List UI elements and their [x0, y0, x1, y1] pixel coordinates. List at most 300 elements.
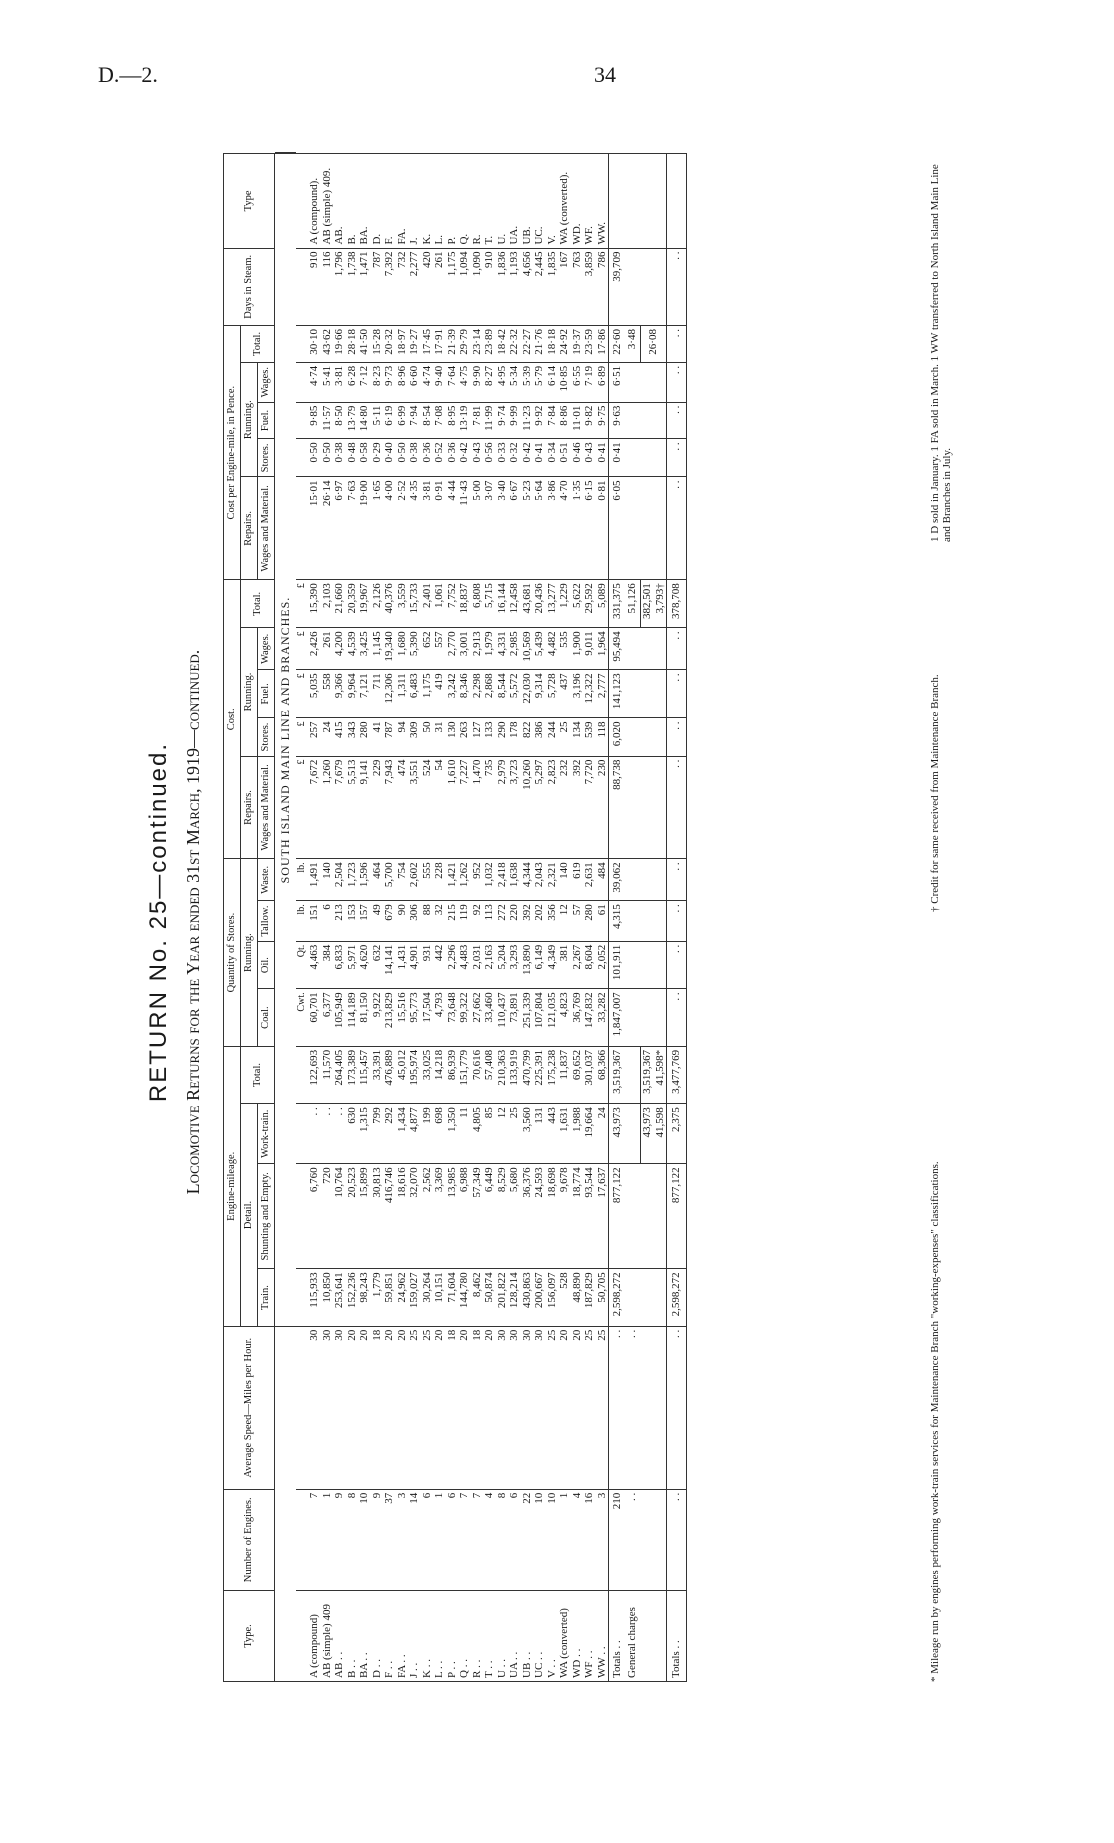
col-pence-stores: Stores. [258, 438, 275, 476]
cell-shunt [626, 1163, 641, 1268]
cell-waste: 4,344 [521, 858, 534, 900]
cell-wages: 4,200 [333, 627, 346, 669]
col-cost-per-mile: Cost per Engine-mile, in Pence. [224, 325, 241, 579]
col-stores-running: Running. [241, 858, 258, 1045]
cell-ptotal: 22·27 [521, 325, 534, 362]
cell-spd: 20 [396, 1326, 409, 1489]
cell-pwages: 6·28 [346, 362, 359, 402]
cell-rep: 7,227 [458, 756, 471, 859]
general-charges-row [626, 152, 641, 1681]
cell-ctotal: 20,359 [346, 579, 359, 627]
cell-wages [626, 627, 641, 669]
cell-work: 799 [371, 1103, 384, 1163]
cell-spd: 18 [371, 1326, 384, 1489]
cell-n: 3 [396, 1489, 409, 1590]
cell-pfuel: 9·99 [508, 402, 521, 439]
cell-rep [641, 756, 667, 859]
cell-pfuel: 9·75 [596, 402, 609, 439]
cell-n: 8 [346, 1489, 359, 1590]
cell-pfuel: . . [667, 402, 687, 439]
cell-rep: 230 [596, 756, 609, 859]
table-row [396, 152, 409, 1681]
cell-pstores: 0·51 [558, 438, 571, 476]
cell-pstores: 0·42 [458, 438, 471, 476]
section-title: SOUTH ISLAND MAIN LINE AND BRANCHES. [275, 153, 296, 1325]
cell-typeR: P. [446, 153, 459, 247]
cell-tallow: 61 [596, 900, 609, 940]
cell-oil: 4,620 [358, 941, 371, 989]
cell-pstores [626, 438, 641, 476]
cell-wages: 5,390 [408, 627, 421, 669]
final-totals-row [667, 152, 687, 1681]
cell-work: 1,350 [446, 1103, 459, 1163]
cell-prep: 3·07 [483, 477, 496, 580]
cell-typeR: L. [433, 153, 446, 247]
cell-ptotal: 18·18 [546, 325, 559, 362]
cell-prep: 19·00 [358, 477, 371, 580]
cell-pwages [641, 362, 667, 402]
cell-pwages: 5·79 [533, 362, 546, 402]
col-train: Train. [258, 1268, 275, 1325]
cell-fuel: 5,035 [308, 669, 321, 717]
cell-ctotal: 21,660 [333, 579, 346, 627]
cell-days: . . [667, 248, 687, 326]
cell-rep: 1,260 [321, 756, 334, 859]
cell-coal: 114,189 [346, 988, 359, 1045]
cell-coal: 33,460 [483, 988, 496, 1045]
cell-shunt: 57,349 [471, 1163, 484, 1268]
cell-days: 1,471 [358, 248, 371, 326]
cell-days: 763 [571, 248, 584, 326]
col-avg-speed: Average Speed—Miles per Hour. [224, 1326, 275, 1489]
cell-pstores: 0·50 [321, 438, 334, 476]
cell-days: 1,836 [496, 248, 509, 326]
cell-rep: 229 [371, 756, 384, 859]
cell-train: 115,933 [308, 1268, 321, 1325]
cell-n: 210 [609, 1489, 626, 1590]
cell-waste: 2,321 [546, 858, 559, 900]
col-quantity-stores: Quantity of Stores. [224, 858, 241, 1045]
cell-days: 910 [308, 248, 321, 326]
cell-pstores: . . [667, 438, 687, 476]
cell-train: 200,667 [533, 1268, 546, 1325]
cell-work: 43,973 [609, 1103, 626, 1163]
cell-pfuel: 7·94 [408, 402, 421, 439]
cell-type: WA (converted) [558, 1590, 571, 1681]
cell-pfuel: 11·23 [521, 402, 534, 439]
cell-shunt: 416,746 [383, 1163, 396, 1268]
cell-train: 1,779 [371, 1268, 384, 1325]
cell-prep: 1·35 [571, 477, 584, 580]
cell-ptotal: . . [667, 325, 687, 362]
cell-ptotal: 18·42 [496, 325, 509, 362]
cell-pstores: 0·32 [508, 438, 521, 476]
cell-waste: 5,700 [383, 858, 396, 900]
cell-work: 19,664 [583, 1103, 596, 1163]
cell-train: 156,097 [546, 1268, 559, 1325]
cell-waste: 484 [596, 858, 609, 900]
cell-rep: 9,141 [358, 756, 371, 859]
cell-work: 199 [421, 1103, 434, 1163]
cell-shunt: 6,449 [483, 1163, 496, 1268]
cell-typeR [667, 153, 687, 247]
cell-pfuel [641, 402, 667, 439]
cell-total [626, 1046, 641, 1103]
cell-ctotal: 51,126 [626, 579, 641, 627]
cell-work: 1,315 [358, 1103, 371, 1163]
cell-wages: 2,426 [308, 627, 321, 669]
cell-shunt: 17,637 [596, 1163, 609, 1268]
cell-shunt: 24,593 [533, 1163, 546, 1268]
cell-total: 3,477,769 [667, 1046, 687, 1103]
cell-shunt: 36,376 [521, 1163, 534, 1268]
col-type-right: Type [224, 153, 275, 247]
cell-shunt: 18,616 [396, 1163, 409, 1268]
cell-fuel: 5,728 [546, 669, 559, 717]
cell-spd: 25 [546, 1326, 559, 1489]
cell-stores: 50 [421, 717, 434, 755]
cell-work: 1,434 [396, 1103, 409, 1163]
cell-work: 4,805 [471, 1103, 484, 1163]
cell-pstores: 0·36 [446, 438, 459, 476]
unit-tallow: lb. [296, 900, 309, 940]
cell-wages: 1,964 [596, 627, 609, 669]
cell-total: 33,391 [371, 1046, 384, 1103]
cell-typeR: WW. [596, 153, 609, 247]
cell-fuel: 9,964 [346, 669, 359, 717]
cell-pfuel: 13·19 [458, 402, 471, 439]
cell-rep: 7,679 [333, 756, 346, 859]
cell-pwages: 7·64 [446, 362, 459, 402]
cell-typeR: BA. [358, 153, 371, 247]
cell-coal: 99,322 [458, 988, 471, 1045]
cell-n: 1 [433, 1489, 446, 1590]
cell-rep: 524 [421, 756, 434, 859]
cell-tallow: 215 [446, 900, 459, 940]
cell-pfuel: 9·82 [583, 402, 596, 439]
col-num-engines: Number of Engines. [224, 1489, 275, 1590]
cell-shunt: 20,523 [346, 1163, 359, 1268]
cell-type: Q . . [458, 1590, 471, 1681]
cell-stores: 309 [408, 717, 421, 755]
cell-tallow: 220 [508, 900, 521, 940]
cell-n: 7 [458, 1489, 471, 1590]
cell-waste: 754 [396, 858, 409, 900]
cell-oil: 2,296 [446, 941, 459, 989]
cell-type: D . . [371, 1590, 384, 1681]
unit-pound: £ [296, 627, 309, 669]
cell-work: 131 [533, 1103, 546, 1163]
cell-tallow: 213 [333, 900, 346, 940]
cell-shunt: 9,678 [558, 1163, 571, 1268]
cell-coal: 1,847,007 [609, 988, 626, 1045]
cell-prep: 6·05 [609, 477, 626, 580]
cell-oil: 5,971 [346, 941, 359, 989]
table-row [358, 152, 371, 1681]
cell-pstores [641, 438, 667, 476]
cell-shunt: 720 [321, 1163, 334, 1268]
cell-train: 253,641 [333, 1268, 346, 1325]
cell-days: 261 [433, 248, 446, 326]
cell-work: . . [333, 1103, 346, 1163]
col-pence-total: Total. [241, 325, 275, 362]
cell-waste: 555 [421, 858, 434, 900]
cell-coal: 251,339 [521, 988, 534, 1045]
cell-rep: 1,470 [471, 756, 484, 859]
cell-pstores: 0·38 [333, 438, 346, 476]
col-oil: Oil. [258, 941, 275, 989]
cell-wages: 1,680 [396, 627, 409, 669]
cell-prep: 7·63 [346, 477, 359, 580]
cell-pwages: 9·73 [383, 362, 396, 402]
cell-total [641, 1046, 667, 1103]
footnote-star: * Mileage run by engines performing work-train services for Maintenance Branch "working-expenses" classifications. [929, 1160, 941, 1682]
col-cost-wages: Wages. [258, 627, 275, 669]
cell-ctotal: 2,126 [371, 579, 384, 627]
cell-days: 1,738 [346, 248, 359, 326]
cell-wages: 4,331 [496, 627, 509, 669]
cell-total: 122,693 [308, 1046, 321, 1103]
cell-spd: 20 [358, 1326, 371, 1489]
unit-pound: £ [296, 669, 309, 717]
cell-total: 195,974 [408, 1046, 421, 1103]
cell-typeR: UB. [521, 153, 534, 247]
cell-prep: 4·00 [383, 477, 396, 580]
cell-pstores: 0·43 [471, 438, 484, 476]
cell-ctotal: 2,103 [321, 579, 334, 627]
cell-type: F . . [383, 1590, 396, 1681]
cell-type: R . . [471, 1590, 484, 1681]
cell-coal: 60,701 [308, 988, 321, 1045]
cell-train: 144,780 [458, 1268, 471, 1325]
cell-pwages: 7·12 [358, 362, 371, 402]
cell-stores: 130 [446, 717, 459, 755]
cell-spd: 20 [433, 1326, 446, 1489]
cell-shunt: 877,122 [609, 1163, 626, 1268]
cell-n: 6 [446, 1489, 459, 1590]
cell-stores: 31 [433, 717, 446, 755]
cell-stores: 263 [458, 717, 471, 755]
cell-ptotal: 41·50 [358, 325, 371, 362]
cell-work: . . [308, 1103, 321, 1163]
cell-tallow: 92 [471, 900, 484, 940]
cell-wages: 3,001 [458, 627, 471, 669]
subtotal-deduction: 3,793† [653, 582, 666, 614]
cell-total: 68,366 [596, 1046, 609, 1103]
cell-spd [641, 1326, 667, 1489]
cell-shunt: 30,813 [371, 1163, 384, 1268]
cell-shunt: 2,562 [421, 1163, 434, 1268]
cell-type: K . . [421, 1590, 434, 1681]
cell-oil: 442 [433, 941, 446, 989]
cell-prep [626, 477, 641, 580]
cell-tallow: 90 [396, 900, 409, 940]
cell-oil: 632 [371, 941, 384, 989]
cell-ptotal: 19·27 [408, 325, 421, 362]
cell-pfuel: 6·19 [383, 402, 396, 439]
cell-tallow: 272 [496, 900, 509, 940]
cell-waste: 1,421 [446, 858, 459, 900]
cell-n: 22 [521, 1489, 534, 1590]
cell-stores: 24 [321, 717, 334, 755]
cell-pwages: 8·96 [396, 362, 409, 402]
cell-coal: 110,437 [496, 988, 509, 1045]
cell-ptotal: 17·45 [421, 325, 434, 362]
cell-spd: 25 [421, 1326, 434, 1489]
cell-work: 1,631 [558, 1103, 571, 1163]
cell-tallow: 88 [421, 900, 434, 940]
totals-row [609, 152, 626, 1681]
cell-tallow: 57 [571, 900, 584, 940]
cell-ctotal: 15,733 [408, 579, 421, 627]
cell-tallow: 12 [558, 900, 571, 940]
cell-wages: 2,985 [508, 627, 521, 669]
cell-total: 173,389 [346, 1046, 359, 1103]
cell-ctotal: 5,089 [596, 579, 609, 627]
cell-pfuel: 6·99 [396, 402, 409, 439]
cell-tallow: 6 [321, 900, 334, 940]
cell-train: 48,890 [571, 1268, 584, 1325]
cell-ptotal: 18·97 [396, 325, 409, 362]
cell-total: 14,218 [433, 1046, 446, 1103]
cell-total: 264,405 [333, 1046, 346, 1103]
cell-ctotal: 6,808 [471, 579, 484, 627]
cell-oil: 384 [321, 941, 334, 989]
cell-n: 10 [546, 1489, 559, 1590]
cell-coal: 73,891 [508, 988, 521, 1045]
cell-ctotal: 18,837 [458, 579, 471, 627]
cell-ctotal: 12,458 [508, 579, 521, 627]
cell-total: 133,919 [508, 1046, 521, 1103]
cell-type: General charges [626, 1590, 641, 1681]
col-shunting: Shunting and Empty. [258, 1163, 275, 1268]
cell-prep: 0·91 [433, 477, 446, 580]
cell-typeR [641, 153, 667, 247]
cell-n: 10 [358, 1489, 371, 1590]
table-row [483, 152, 496, 1681]
cell-days: 420 [421, 248, 434, 326]
cell-n: 10 [533, 1489, 546, 1590]
cell-days: 1,796 [333, 248, 346, 326]
cell-coal: 15,516 [396, 988, 409, 1045]
cell-pstores: 0·33 [496, 438, 509, 476]
cell-wages: 10,569 [521, 627, 534, 669]
cell-typeR: WF. [583, 153, 596, 247]
cell-spd: 20 [458, 1326, 471, 1489]
cell-days: 39,709 [609, 248, 626, 326]
cell-type: FA . . [396, 1590, 409, 1681]
cell-ptotal: 29·79 [458, 325, 471, 362]
cell-n [641, 1489, 667, 1590]
cell-n: 6 [508, 1489, 521, 1590]
cell-ptotal: 22·32 [508, 325, 521, 362]
subtotal-value: 43,973 [641, 1106, 653, 1137]
cell-fuel: 22,030 [521, 669, 534, 717]
cell-wages: 4,482 [546, 627, 559, 669]
cell-pfuel: 11·57 [321, 402, 334, 439]
cell-coal: 27,662 [471, 988, 484, 1045]
cell-pfuel: 14·80 [358, 402, 371, 439]
cell-total: 210,363 [496, 1046, 509, 1103]
cell-ptotal: 21·76 [533, 325, 546, 362]
cell-pwages: 6·60 [408, 362, 421, 402]
cell-coal: 9,922 [371, 988, 384, 1045]
cell-spd: . . [609, 1326, 626, 1489]
cell-pstores: 0·41 [533, 438, 546, 476]
cell-train: 2,598,272 [609, 1268, 626, 1325]
cell-fuel: 5,572 [508, 669, 521, 717]
cell-tallow: 153 [346, 900, 359, 940]
cell-rep: 54 [433, 756, 446, 859]
cell-pfuel: 11·01 [571, 402, 584, 439]
cell-spd: . . [667, 1326, 687, 1489]
cell-prep: 5·00 [471, 477, 484, 580]
cell-ptotal: 19·37 [571, 325, 584, 362]
cell-days: 2,445 [533, 248, 546, 326]
cell-prep: 6·67 [508, 477, 521, 580]
cell-fuel: 437 [558, 669, 571, 717]
cell-rep: 232 [558, 756, 571, 859]
col-days-in-steam: Days in Steam. [224, 248, 275, 326]
cell-stores: 343 [346, 717, 359, 755]
cell-pstores: 0·29 [371, 438, 384, 476]
cell-shunt: 18,774 [571, 1163, 584, 1268]
cell-ctotal [641, 579, 667, 627]
cell-ptotal: 24·92 [558, 325, 571, 362]
cell-prep: 1·65 [371, 477, 384, 580]
cell-oil: 2,031 [471, 941, 484, 989]
cell-typeR: F. [383, 153, 396, 247]
col-cost-fuel: Fuel. [258, 669, 275, 717]
cell-typeR: U. [496, 153, 509, 247]
col-mileage-total: Total. [241, 1046, 275, 1103]
cell-ptotal: 17·86 [596, 325, 609, 362]
cell-n: 1 [558, 1489, 571, 1590]
cell-pwages: 8·27 [483, 362, 496, 402]
cell-fuel: 141,123 [609, 669, 626, 717]
cell-train: 10,151 [433, 1268, 446, 1325]
cell-stores: 415 [333, 717, 346, 755]
cell-stores: 6,020 [609, 717, 626, 755]
cell-tallow: 151 [308, 900, 321, 940]
cell-n: 16 [583, 1489, 596, 1590]
cell-typeR: WA (converted). [558, 153, 571, 247]
cell-wages: . . [667, 627, 687, 669]
col-cost-wages-material: Wages and Material. [258, 756, 275, 859]
cell-fuel [626, 669, 641, 717]
cell-coal: 33,282 [596, 988, 609, 1045]
cell-type: T . . [483, 1590, 496, 1681]
cell-oil: 2,052 [596, 941, 609, 989]
footnote-sold: 1 D sold in January. 1 FA sold in March. 1 WW transferred to North Island Main Line and Branches in July. [929, 163, 953, 542]
cell-wages: 557 [433, 627, 446, 669]
cell-ptotal: 26·08 [641, 325, 667, 362]
cell-train: 24,962 [396, 1268, 409, 1325]
cell-total: 57,408 [483, 1046, 496, 1103]
col-type: Type. [224, 1590, 275, 1681]
cell-rep: 3,551 [408, 756, 421, 859]
cell-rep: . . [667, 756, 687, 859]
cell-type: L . . [433, 1590, 446, 1681]
table-row [308, 152, 321, 1681]
cell-spd: 20 [383, 1326, 396, 1489]
cell-total: 70,616 [471, 1046, 484, 1103]
cell-prep: 5·23 [521, 477, 534, 580]
cell-n: 6 [421, 1489, 434, 1590]
cell-days: 1,090 [471, 248, 484, 326]
cell-days: 3,859 [583, 248, 596, 326]
cell-fuel: 1,175 [421, 669, 434, 717]
